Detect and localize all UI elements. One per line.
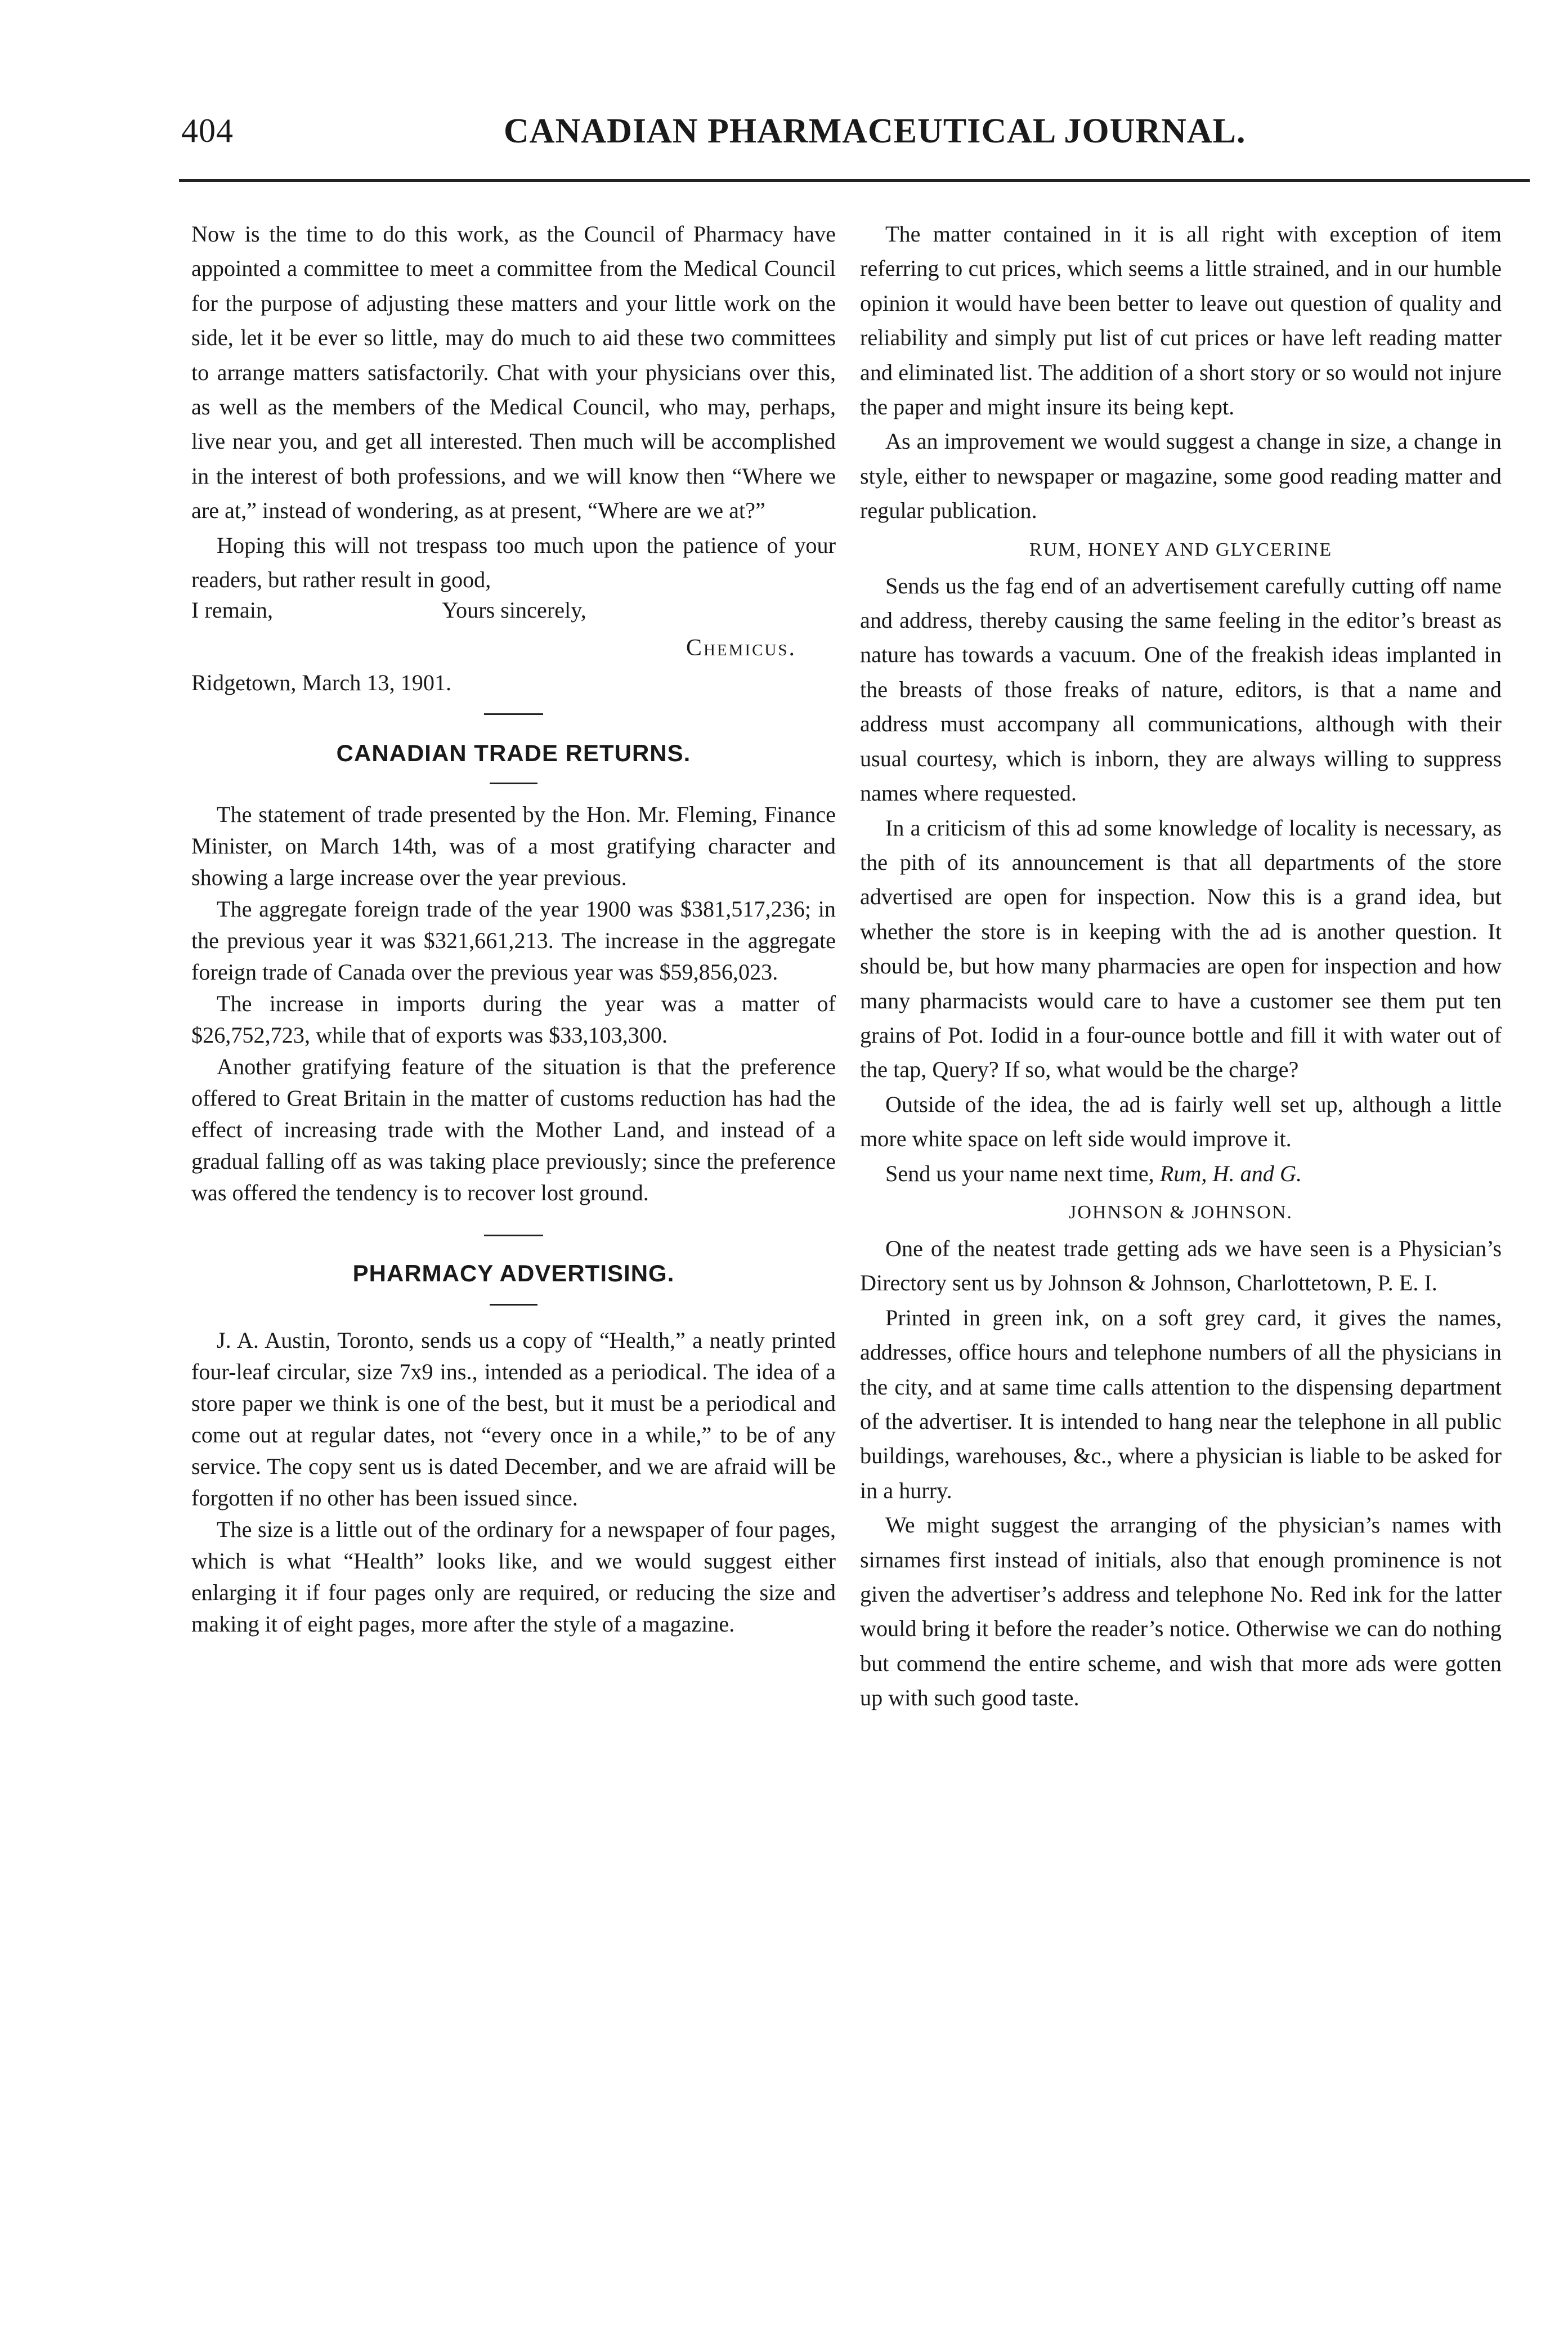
johnson-paragraph: One of the neatest trade getting ads we have seen is a Physician’s Directory sent us by Johnson & Johnson, Charlottetown, P. E. I. bbox=[860, 1235, 1502, 1296]
trade-heading: CANADIAN TRADE RETURNS. bbox=[336, 740, 691, 767]
closing-left: I remain, bbox=[191, 597, 274, 623]
health-paragraph: The matter contained in it is all right with exception of item referring to cut prices, which seems a little strained, and in our humble opinion it would have been better to leave out question of quality and reliability and simply put list of cut prices or have left reading matter and eliminated list. The addition of a short story or so would not injure the paper and might insure its being kept. bbox=[860, 221, 1502, 420]
rum-paragraph: In a criticism of this ad some knowledge of locality is necessary, as the pith of its announcement is that all departments of the store advertised are open for inspection. Now this is a grand idea, but whether the store is in keeping with the ad is another question. It should be, but how many pharmacies are open for inspection and how many pharmacists would care to have a customer see them put ten grains of Pot. Iodid in a four-ounce bottle and fill it with water out of the tap, Query? If so, what would be the charge? bbox=[860, 815, 1502, 1083]
letter-hope: Hoping this will not trespass too much upon the patience of your readers, but rather result in good, bbox=[191, 532, 836, 593]
trade-paragraph: The aggregate foreign trade of the year 1900 was $381,517,236; in the previous year it was $321,661,213. The increase in the aggregate foreign trade of Canada over the previous year was $59,856,023. bbox=[191, 896, 836, 985]
johnson-paragraph: Printed in green ink, on a soft grey card, it gives the names, addresses, office hours and telephone numbers of all the physicians in the city, and at same time calls attention to the dispensing department of the advertiser. It is intended to hang near the telephone in all public buildings, warehouses, &c., where a physician is liable to be asked for in a hurry. bbox=[860, 1304, 1502, 1503]
advert-heading: PHARMACY ADVERTISING. bbox=[352, 1260, 675, 1287]
letter-signature: Chemicus. bbox=[686, 635, 796, 662]
rum-subheading: RUM, HONEY AND GLYCERINE bbox=[1029, 539, 1333, 560]
header-rule bbox=[179, 179, 1530, 182]
letter-body: Now is the time to do this work, as the Council of Pharmacy have appointed a committee to meet a committee from the Medical Council for the purpose of adjusting these matters and your little work on the side, let it be ever so little, may do much to aid these two committees to arrange matters satisfactorily. Chat with your physicians over this, as well as the members of the Medical Council, who may, perhaps, live near you, and get all interested. Then much will be accomplished in the interest of both professions, and we will know then “Where we are at,” instead of wondering, as at present, “Where are we at?” bbox=[191, 221, 836, 524]
letter-closing bbox=[191, 597, 836, 631]
johnson-paragraph: We might suggest the arranging of the physician’s names with sirnames first instead of initials, also that enough prominence is not given the advertiser’s address and telephone No. Red ink for the latter would bring it before the reader’s notice. Otherwise we can do nothing but commend the entire scheme, and wish that more ads were gotten up with such good taste. bbox=[860, 1512, 1502, 1711]
left-column bbox=[191, 217, 836, 1640]
section-divider bbox=[484, 713, 543, 715]
trade-paragraph: The increase in imports during the year was a matter of $26,752,723, while that of exports was $33,103,300. bbox=[191, 991, 836, 1048]
section-divider bbox=[484, 1235, 543, 1236]
health-paragraph: As an improvement we would suggest a change in size, a change in style, either to newspaper or magazine, some good reading matter and regular publication. bbox=[860, 428, 1502, 524]
rum-closing bbox=[860, 1156, 1502, 1191]
heading-underline bbox=[490, 783, 537, 784]
heading-underline bbox=[490, 1304, 537, 1306]
journal-title: CANADIAN PHARMACEUTICAL JOURNAL. bbox=[504, 112, 1246, 150]
rum-paragraph: Outside of the idea, the ad is fairly well set up, although a little more white space on left side would improve it. bbox=[860, 1091, 1502, 1152]
rum-paragraph: Sends us the fag end of an advertisement carefully cutting off name and address, thereby causing the same feeling in the editor’s breast as nature has towards a vacuum. One of the freakish ideas implanted in the breasts of those freaks of nature, editors, is that a name and address must accompany all communications, although with their usual courtesy, which is inborn, they are always willing to suppress names where requested. bbox=[860, 573, 1502, 806]
closing-right: Yours sincerely, bbox=[442, 597, 586, 623]
johnson-subheading: JOHNSON & JOHNSON. bbox=[1069, 1201, 1293, 1223]
rum-closing-text: Send us your name next time, bbox=[885, 1160, 1160, 1186]
advert-paragraph: J. A. Austin, Toronto, sends us a copy of “Health,” a neatly printed four-leaf circular, size 7x9 ins., intended as a periodical. The idea of a store paper we think is one of the best, but it must be a periodical and come out at regular dates, not “every once in a while,” to be of any service. The copy sent us is dated December, and we are afraid will be forgotten if no other has been issued since. bbox=[191, 1328, 836, 1511]
trade-paragraph: The statement of trade presented by the Hon. Mr. Fleming, Finance Minister, on March 14th, was of a most gratifying character and showing a large increase over the year previous. bbox=[191, 802, 836, 891]
advert-paragraph: The size is a little out of the ordinary for a newspaper of four pages, which is what “Health” looks like, and we would suggest either enlarging it if four pages only are required, or reducing the size and making it of eight pages, more after the style of a magazine. bbox=[191, 1517, 836, 1637]
rum-closing-signoff: Rum, H. and G. bbox=[1159, 1160, 1302, 1186]
trade-paragraph: Another gratifying feature of the situation is that the preference offered to Great Britain in the matter of customs reduction has had the effect of increasing trade with the Mother Land, and instead of a gradual falling off as was taking place previously; since the preference was offered the tendency is to recover lost ground. bbox=[191, 1054, 836, 1206]
letter-dateline: Ridgetown, March 13, 1901. bbox=[191, 670, 452, 696]
page-number: 404 bbox=[181, 112, 234, 149]
right-column bbox=[860, 217, 1502, 1715]
